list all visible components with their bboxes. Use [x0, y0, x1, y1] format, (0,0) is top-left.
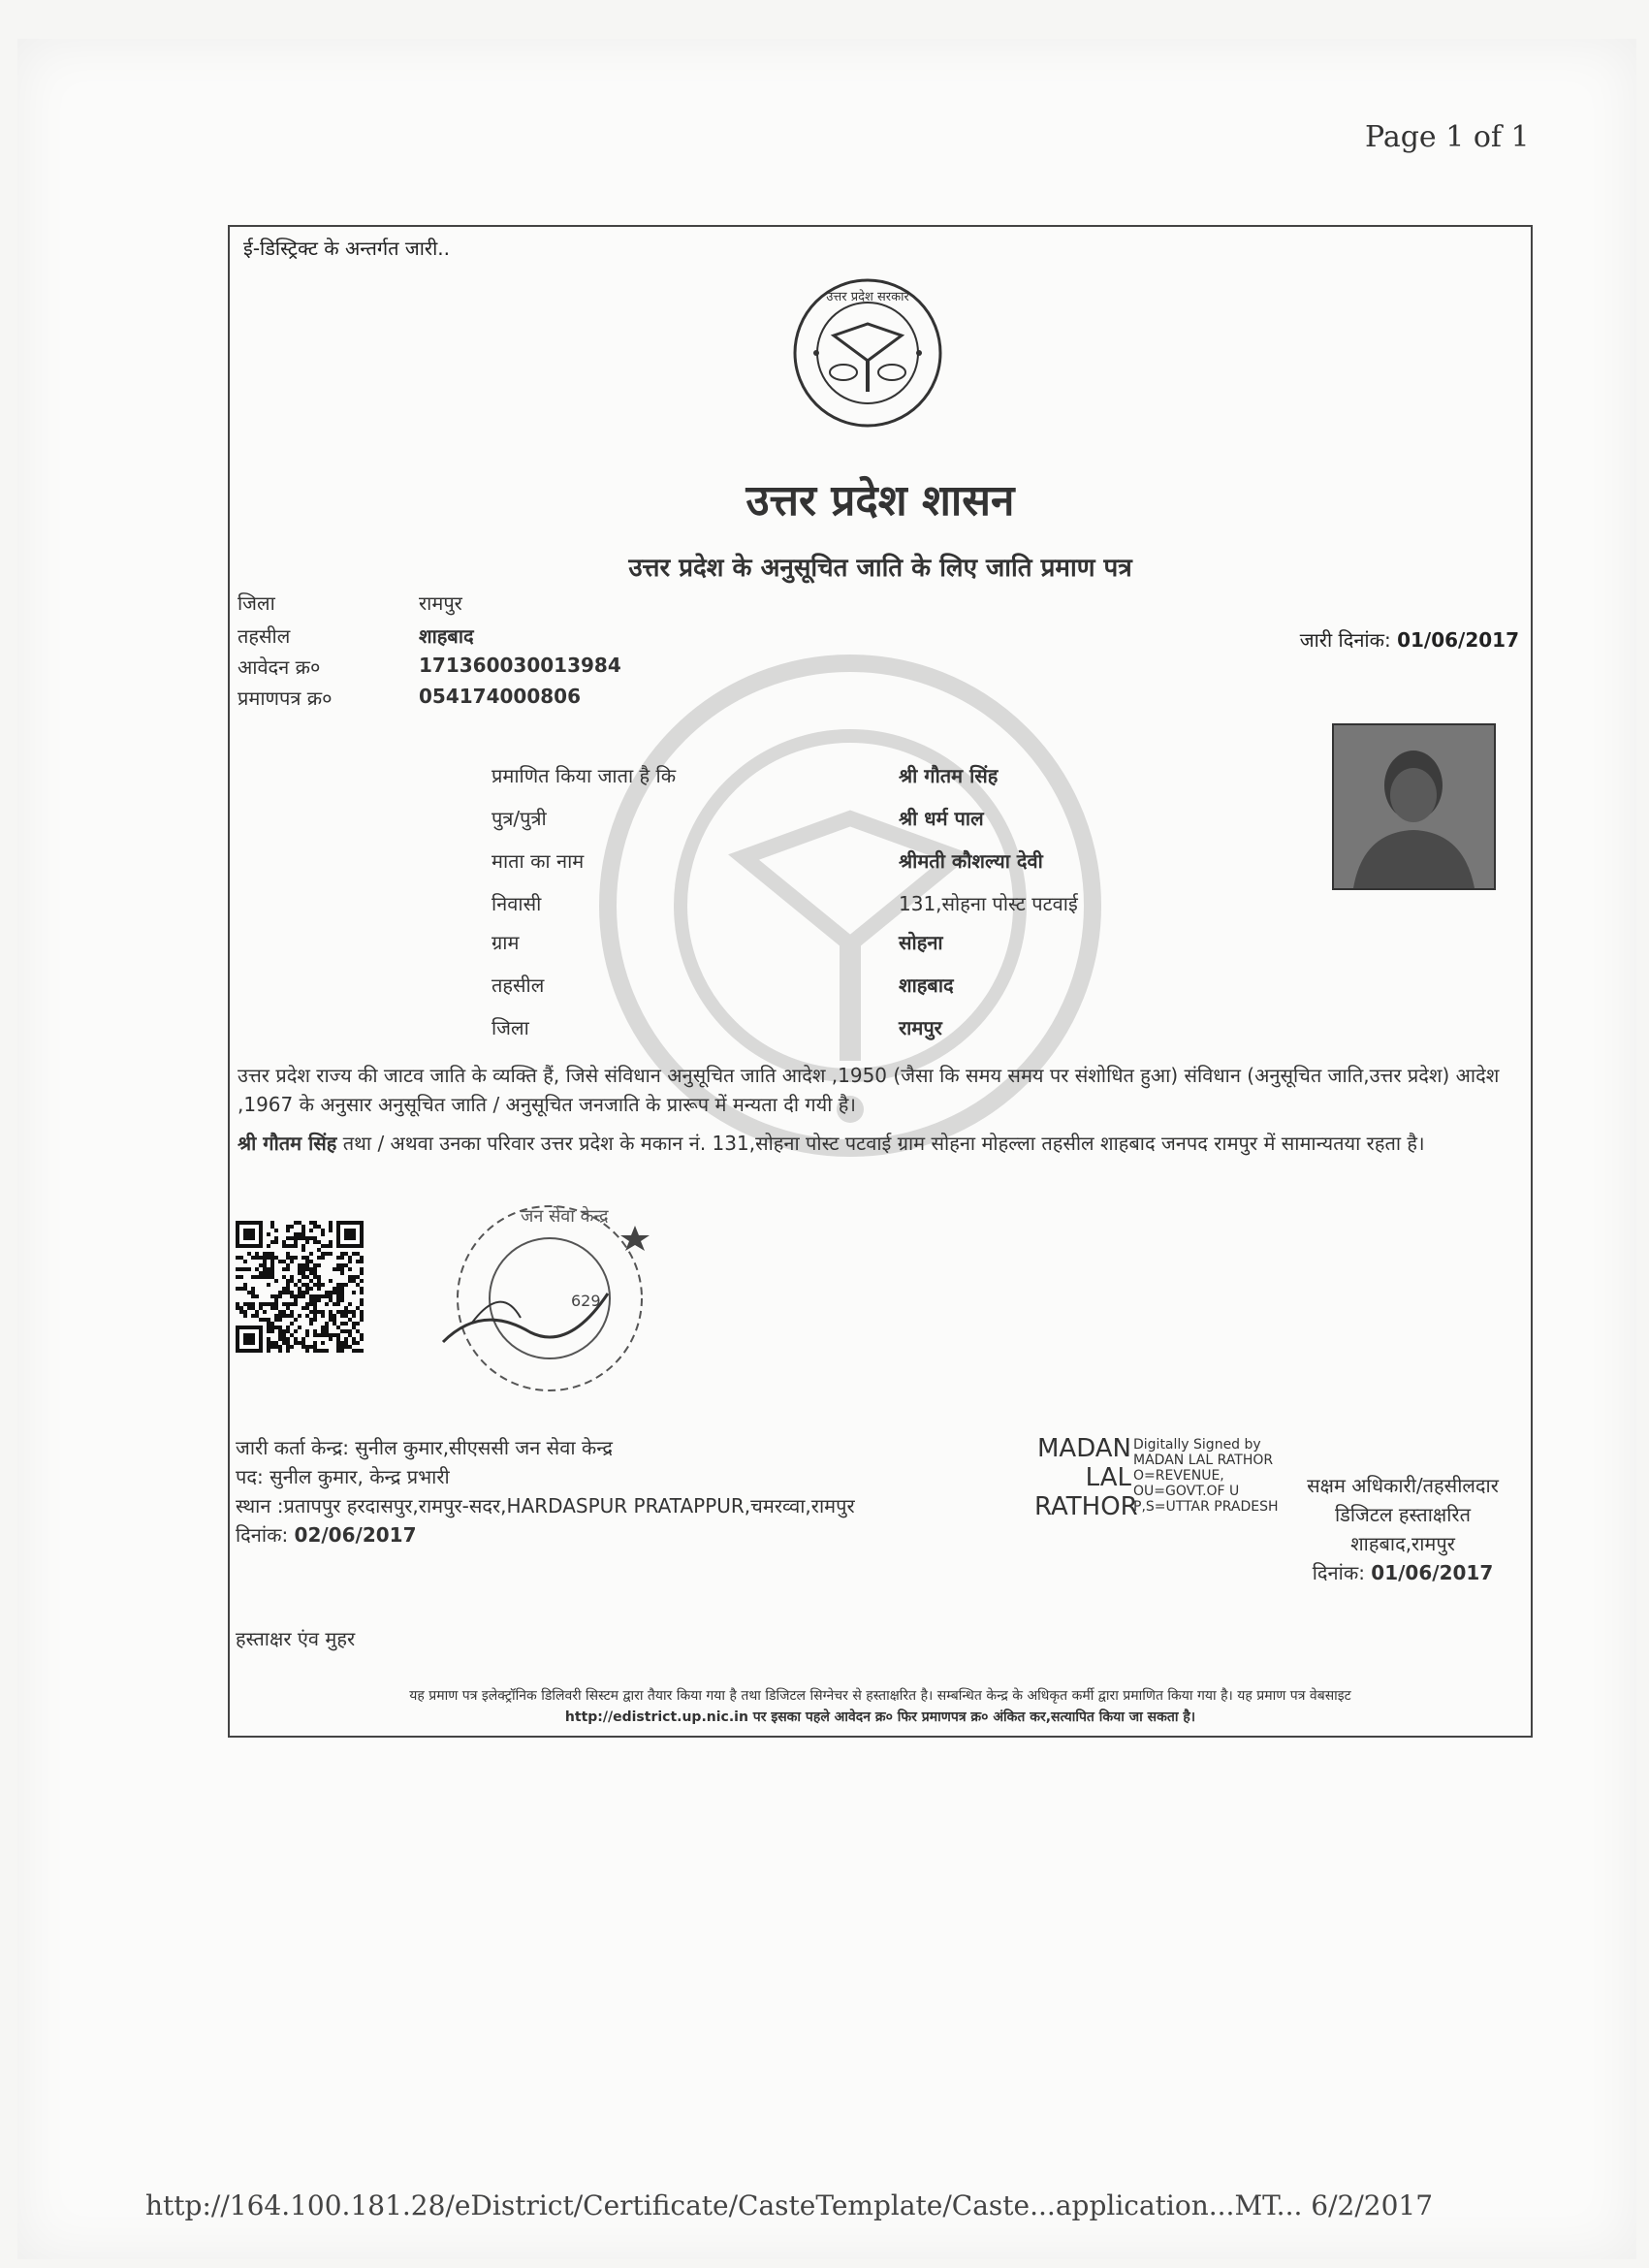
father-name: श्री धर्म पाल [899, 807, 984, 830]
issuer-date [236, 1520, 416, 1549]
detail-tehsil-label: तहसील [492, 974, 545, 997]
emblem-text: उत्तर प्रदेश सरकार [826, 290, 909, 304]
certificate-label: प्रमाणपत्र क्र० [238, 687, 333, 710]
issued-under-note: ई-डिस्ट्रिक्ट के अन्तर्गत जारी.. [243, 237, 450, 260]
authority-place: शाहबाद,रामपुर [1350, 1532, 1455, 1555]
issue-date-label: जारी दिनांक: [1299, 628, 1391, 652]
authority-title: सक्षम अधिकारी/तहसीलदार [1307, 1474, 1499, 1497]
applicant-photo [1332, 723, 1496, 890]
mother-label: माता का नाम [492, 849, 585, 873]
footer-line-1: यह प्रमाण पत्र इलेक्ट्रॉनिक डिलिवरी सिस्टम द्वारा तैयार किया गया है तथा डिजिटल सिग्नेचर से हस्ताक्षरित है। सम्बन्धित केन्द्र के अधिकृत कर्मी द्वारा प्रमाणित किया गया है। यह प्रमाण पत्र वेबसाइट [409, 1688, 1351, 1704]
issuer-post: पद: सुनील कुमार, केन्द्र प्रभारी [236, 1465, 450, 1488]
tehsil-label: तहसील [238, 624, 291, 648]
certified-label: प्रमाणित किया जाता है कि [492, 764, 677, 787]
verification-footer [230, 1685, 1531, 1728]
authority-date-label: दिनांक: [1312, 1561, 1365, 1584]
application-number: 171360030013984 [419, 654, 621, 677]
mother-name: श्रीमती कौशल्या देवी [899, 849, 1043, 873]
issue-date-value: 01/06/2017 [1397, 628, 1519, 652]
stamp-text: जन सेवा केन्द्र [521, 1206, 609, 1227]
issuer-place: स्थान :प्रतापपुर हरदासपुर,रामपुर-सदर,HARDASPUR PRATAPPUR,चमरव्वा,रामपुर [236, 1494, 855, 1517]
application-label: आवेदन क्र० [238, 655, 321, 679]
qr-code [236, 1221, 364, 1353]
child-of-label: पुत्र/पुत्री [492, 807, 547, 830]
authority-date [1286, 1559, 1519, 1585]
issuer-date-value: 02/06/2017 [294, 1523, 417, 1547]
resident-value: 131,सोहना पोस्ट पटवाई [899, 892, 1078, 915]
issue-date [1300, 626, 1519, 653]
authority-signed: डिजिटल हस्ताक्षरित [1335, 1503, 1471, 1526]
district-value: रामपुर [419, 591, 462, 615]
footer-line-2: http://edistrict.up.nic.in पर इसका पहले आवेदन क्र० फिर प्रमाणपत्र क्र० अंकित कर,सत्यापित किया जा सकता है। [564, 1709, 1196, 1725]
detail-district-label: जिला [492, 1016, 529, 1039]
authority-date-value: 01/06/2017 [1371, 1561, 1494, 1584]
certificate-title: उत्तर प्रदेश शासन [745, 476, 1015, 526]
certificate-frame [228, 225, 1533, 1738]
tehsil-value: शाहबाद [419, 624, 474, 648]
signer-name-line2: LAL [1085, 1463, 1131, 1492]
detail-district-value: रामपुर [899, 1016, 942, 1039]
stamp-code: 629 [571, 1292, 601, 1310]
digital-signature-detail: Digitally Signed by MADAN LAL RATHOR O=REVENUE, OU=GOVT.OF U P,S=UTTAR PRADESH [1133, 1437, 1279, 1515]
residence-name: श्री गौतम सिंह [238, 1132, 337, 1155]
residence-text: तथा / अथवा उनका परिवार उत्तर प्रदेश के मकान नं. 131,सोहना पोस्ट पटवाई ग्राम सोहना मोहल्ला तहसील शाहबाद जनपद रामपुर में सामान्यतया रहता है। [336, 1132, 1425, 1155]
detail-tehsil-value: शाहबाद [899, 974, 954, 997]
district-label: जिला [238, 591, 275, 615]
certified-name: श्री गौतम सिंह [899, 764, 999, 787]
signer-name-line3: RATHOR [1034, 1492, 1138, 1521]
printed-url-strip: http://164.100.181.28/eDistrict/Certificate/CasteTemplate/Caste...application...MT... 6/2/2017 [145, 2189, 1434, 2221]
residence-statement [238, 1129, 1517, 1158]
issuing-center: जारी कर्ता केन्द्र: सुनील कुमार,सीएससी जन सेवा केन्द्र [236, 1436, 614, 1459]
issuer-date-label: दिनांक: [236, 1523, 289, 1547]
sign-and-seal-label: हस्ताक्षर एंव मुहर [236, 1627, 356, 1650]
certificate-number: 054174000806 [419, 685, 581, 708]
signer-name-line1: MADAN [1036, 1434, 1131, 1463]
certificate-subtitle: उत्तर प्रदेश के अनुसूचित जाति के लिए जाति प्रमाण पत्र [628, 554, 1132, 583]
page-number: Page 1 of 1 [1365, 120, 1530, 154]
resident-label: निवासी [492, 892, 542, 915]
digital-signer-name [1034, 1434, 1138, 1521]
caste-statement: उत्तर प्रदेश राज्य की जाटव जाति के व्यक्ति हैं, जिसे संविधान अनुसूचित जाति आदेश ,1950 (जैसा कि समय समय पर संशोधित हुआ) संविधान (अनुसूचित जाति,उत्तर प्रदेश) आदेश ,1967 के अनुसार अनुसूचित जाति / अनुसूचित जनजाति के प्रारूप में मन्यता दी गयी है। [238, 1064, 1500, 1116]
village-label: ग्राम [492, 931, 520, 954]
village-value: सोहना [899, 931, 943, 954]
